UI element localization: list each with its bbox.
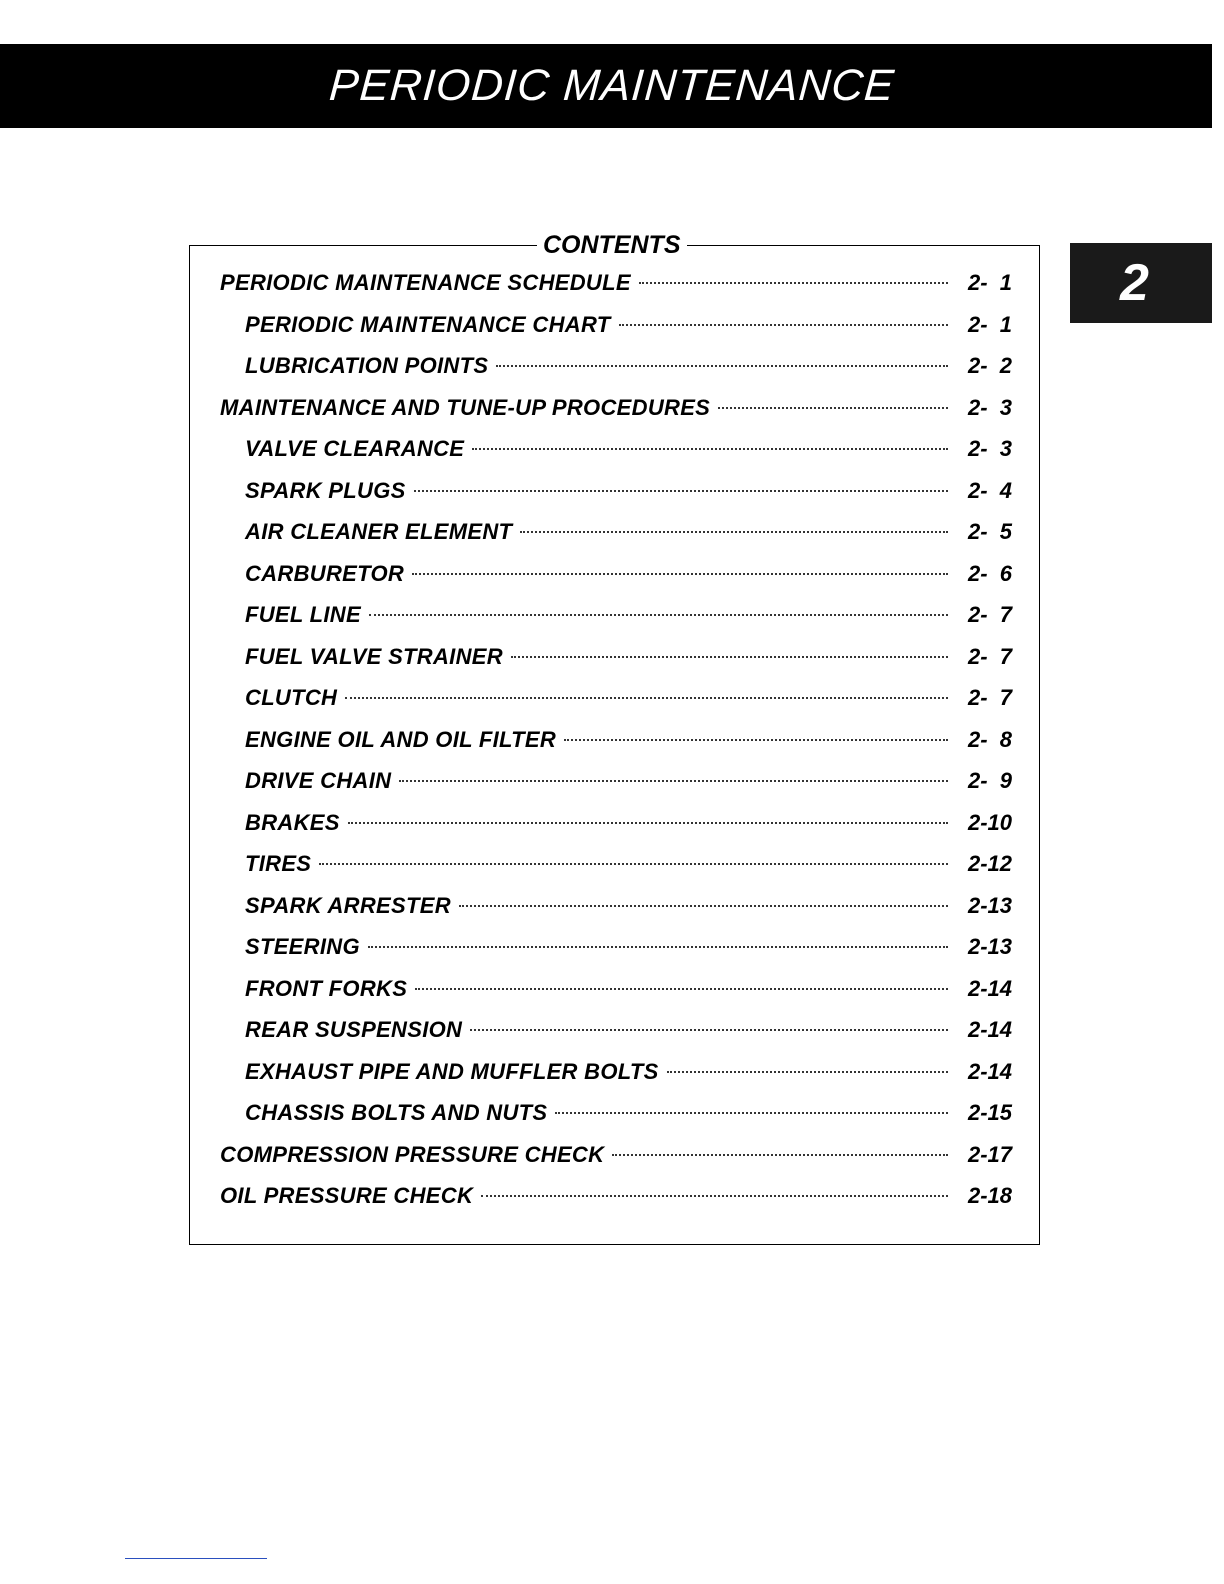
toc-entry-title: FUEL VALVE STRAINER <box>245 643 503 669</box>
toc-entry[interactable] <box>220 436 1012 478</box>
toc-entry-page: 2- 2 <box>967 353 1012 378</box>
dot-leader <box>639 282 948 284</box>
toc-entry[interactable] <box>220 1059 1012 1101</box>
toc-entry-page: 2- 7 <box>967 685 1012 710</box>
toc-entry-title: OIL PRESSURE CHECK <box>220 1183 474 1208</box>
toc-entry-page: 2- 4 <box>967 477 1012 503</box>
toc-entry[interactable] <box>220 851 1012 893</box>
toc-entry[interactable] <box>220 768 1012 810</box>
toc-entry-page: 2- 3 <box>967 394 1012 420</box>
toc-entry[interactable] <box>220 353 1012 395</box>
toc-entry-title: EXHAUST PIPE AND MUFFLER BOLTS <box>245 1058 659 1084</box>
toc-entry[interactable] <box>220 478 1012 520</box>
toc-entry[interactable] <box>220 270 1012 312</box>
toc-entry-title: CLUTCH <box>245 685 338 710</box>
dot-leader <box>564 739 948 741</box>
toc-entry-title: LUBRICATION POINTS <box>245 353 489 378</box>
toc-entry-title: SPARK ARRESTER <box>245 892 451 918</box>
toc-entry-page: 2- 7 <box>967 643 1012 669</box>
toc-entry-page: 2-14 <box>967 1058 1012 1084</box>
toc-entry[interactable] <box>220 685 1012 727</box>
toc-entry-title: STEERING <box>245 934 360 959</box>
toc-entry-title: REAR SUSPENSION <box>245 1017 463 1042</box>
toc-entry-title: SPARK PLUGS <box>245 477 406 503</box>
dot-leader <box>520 531 948 533</box>
toc-entry-title: PERIODIC MAINTENANCE SCHEDULE <box>220 270 631 295</box>
toc-entry[interactable] <box>220 561 1012 603</box>
toc-entry-page: 2-17 <box>967 1141 1012 1167</box>
toc-entry-page: 2- 7 <box>967 602 1012 627</box>
toc-entry-title: ENGINE OIL AND OIL FILTER <box>245 726 557 752</box>
toc-entry-title: AIR CLEANER ELEMENT <box>245 519 513 544</box>
dot-leader <box>619 324 948 326</box>
toc-entry[interactable] <box>220 893 1012 935</box>
dot-leader <box>481 1195 948 1197</box>
dot-leader <box>415 988 948 990</box>
toc-entry-title: CHASSIS BOLTS AND NUTS <box>245 1100 548 1125</box>
toc-entry-page: 2-10 <box>967 809 1012 835</box>
chapter-tab <box>1070 243 1212 323</box>
dot-leader <box>459 905 948 907</box>
dot-leader <box>345 697 948 699</box>
dot-leader <box>612 1154 948 1156</box>
toc-entry-title: TIRES <box>245 851 312 876</box>
dot-leader <box>368 946 948 948</box>
toc-entry-title: FRONT FORKS <box>245 975 408 1001</box>
contents-heading: CONTENTS <box>537 228 687 262</box>
dot-leader <box>511 656 948 658</box>
toc-entry[interactable] <box>220 810 1012 852</box>
toc-entry-page: 2-13 <box>967 934 1012 959</box>
dot-leader <box>348 822 948 824</box>
footer-rule <box>125 1558 267 1559</box>
toc-entry[interactable] <box>220 727 1012 769</box>
dot-leader <box>319 863 948 865</box>
toc-entry-page: 2- 1 <box>967 311 1012 337</box>
toc-entry-title: VALVE CLEARANCE <box>245 436 465 461</box>
toc-entry[interactable] <box>220 934 1012 976</box>
dot-leader <box>412 573 948 575</box>
toc-entry-page: 2- 9 <box>967 768 1012 793</box>
toc-entry-title: COMPRESSION PRESSURE CHECK <box>220 1141 605 1167</box>
toc-entry-title: BRAKES <box>245 809 340 835</box>
table-of-contents <box>220 270 1012 1225</box>
toc-entry-page: 2-14 <box>967 1017 1012 1042</box>
toc-entry[interactable] <box>220 395 1012 437</box>
header-bar <box>0 44 1212 128</box>
chapter-number: 2 <box>1120 254 1149 312</box>
toc-entry[interactable] <box>220 1142 1012 1184</box>
toc-entry-page: 2-14 <box>967 975 1012 1001</box>
dot-leader <box>414 490 948 492</box>
dot-leader <box>470 1029 948 1031</box>
toc-entry[interactable] <box>220 976 1012 1018</box>
toc-entry-title: CARBURETOR <box>245 560 405 586</box>
toc-entry-page: 2- 6 <box>967 560 1012 586</box>
toc-entry[interactable] <box>220 312 1012 354</box>
dot-leader <box>718 407 948 409</box>
toc-entry-page: 2-12 <box>967 851 1012 876</box>
toc-entry-title: MAINTENANCE AND TUNE-UP PROCEDURES <box>220 394 711 420</box>
toc-entry-title: FUEL LINE <box>245 602 361 627</box>
toc-entry-page: 2- 8 <box>967 726 1012 752</box>
toc-entry-title: PERIODIC MAINTENANCE CHART <box>245 311 611 337</box>
dot-leader <box>667 1071 948 1073</box>
dot-leader <box>496 365 948 367</box>
toc-entry-page: 2-18 <box>967 1183 1012 1208</box>
toc-entry-page: 2-13 <box>967 892 1012 918</box>
page-title: PERIODIC MAINTENANCE <box>327 61 897 110</box>
dot-leader <box>472 448 948 450</box>
toc-entry[interactable] <box>220 602 1012 644</box>
dot-leader <box>555 1112 948 1114</box>
dot-leader <box>399 780 948 782</box>
toc-entry-page: 2- 1 <box>967 270 1012 295</box>
toc-entry[interactable] <box>220 1100 1012 1142</box>
toc-entry-title: DRIVE CHAIN <box>245 768 392 793</box>
toc-entry[interactable] <box>220 644 1012 686</box>
toc-entry-page: 2-15 <box>967 1100 1012 1125</box>
toc-entry-page: 2- 5 <box>967 519 1012 544</box>
toc-entry[interactable] <box>220 519 1012 561</box>
dot-leader <box>369 614 948 616</box>
toc-entry-page: 2- 3 <box>967 436 1012 461</box>
toc-entry[interactable] <box>220 1017 1012 1059</box>
toc-entry[interactable] <box>220 1183 1012 1225</box>
